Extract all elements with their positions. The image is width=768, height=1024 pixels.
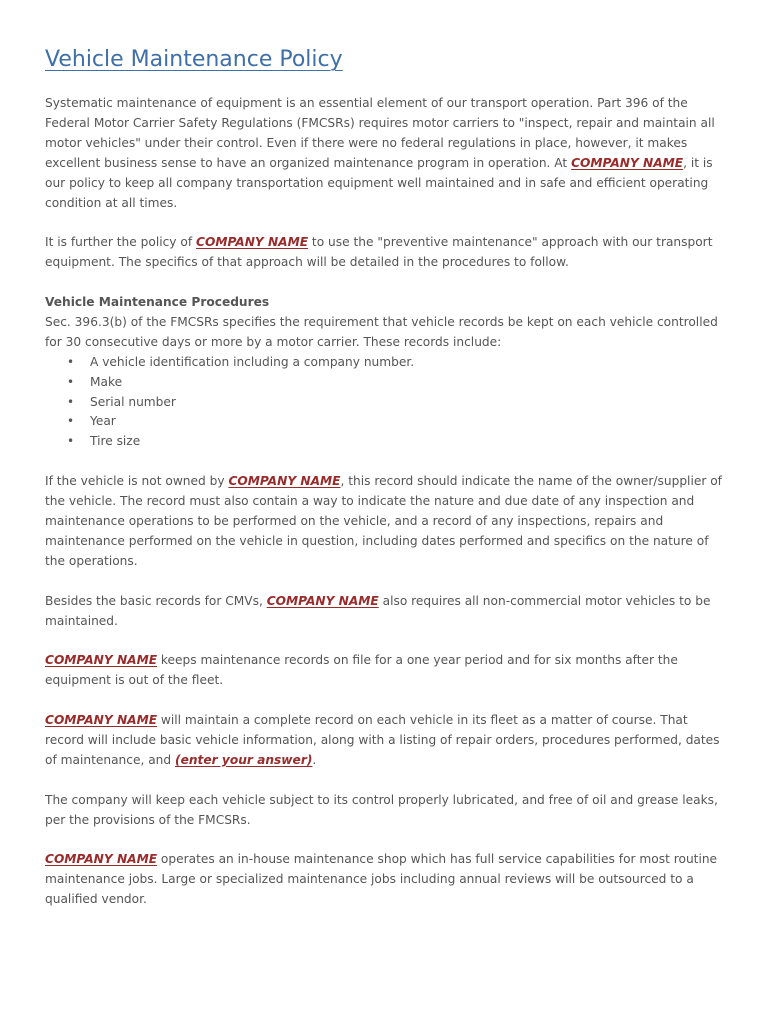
list-item: • Make <box>90 373 725 393</box>
company-name-placeholder: COMPANY NAME <box>228 474 341 489</box>
paragraph-retention: COMPANY NAME keeps maintenance records on file for a one year period and for six months after the equipment is out of the fleet. <box>45 653 678 688</box>
bullet-icon: • <box>67 374 75 389</box>
list-item: • Serial number <box>90 393 725 413</box>
list-item: • Year <box>90 412 725 432</box>
company-name-placeholder: COMPANY NAME <box>266 593 379 608</box>
section-heading: Vehicle Maintenance Procedures <box>45 295 270 310</box>
page-title: Vehicle Maintenance Policy <box>45 47 343 72</box>
paragraph-intro: Systematic maintenance of equipment is an essential element of our transport operation. Part 396 of the Federal Motor Carrier Safety Regulations (FMCSRs) requires motor carriers to "inspect, repair and maintain all motor vehicles" under their control. Even if there were no federal regulations in place, however, it makes excellent business sense to have an organized maintenance program in operation. At COMPANY NAME, it is our policy to keep all company transportation equipment well maintained and in safe and efficient operating condition at all times. <box>45 96 715 210</box>
list-item: • Tire size <box>90 432 725 452</box>
company-name-placeholder: COMPANY NAME <box>45 713 158 727</box>
answer-placeholder: (enter your answer) <box>175 752 313 767</box>
paragraph-lubrication: The company will keep each vehicle subject to its control properly lubricated, and free of oil and grease leaks, per the provisions of the FMCSRs. <box>45 792 718 827</box>
company-name-placeholder: COMPANY NAME <box>45 852 158 867</box>
list-item: • A vehicle identification including a company number. <box>90 353 725 373</box>
document-body <box>45 94 725 930</box>
bullet-icon: • <box>67 394 75 409</box>
records-list <box>45 353 725 453</box>
paragraph-ownership: If the vehicle is not owned by COMPANY NAME, this record should indicate the name of the owner/supplier of the vehicle. The record must also contain a way to indicate the nature and due date of any inspection and maintenance operations to be performed on the vehicle, and a record of any inspections, repairs and maintenance performed on the vehicle in question, including dates performed and specifics on the nature of the operations. <box>45 474 722 568</box>
bullet-icon: • <box>67 434 75 449</box>
bullet-icon: • <box>67 414 75 429</box>
company-name-placeholder: COMPANY NAME <box>196 235 309 250</box>
paragraph-shop: COMPANY NAME operates an in-house maintenance shop which has full service capabilities for most routine maintenance jobs. Large or specialized maintenance jobs including annual reviews will be outsourced to a qualified vendor. <box>45 852 718 907</box>
paragraph-policy: It is further the policy of COMPANY NAME to use the "preventive maintenance" approach with our transport equipment. The specifics of that approach will be detailed in the procedures to follow. <box>45 235 713 270</box>
company-name-placeholder: COMPANY NAME <box>571 155 684 170</box>
paragraph-records: COMPANY NAME will maintain a complete record on each vehicle in its fleet as a matter of course. That record will include basic vehicle information, along with a listing of repair orders, procedures performed, dates of maintenance, and (enter your answer). <box>45 713 720 767</box>
company-name-placeholder: COMPANY NAME <box>45 653 158 668</box>
paragraph-procedures-intro: Sec. 396.3(b) of the FMCSRs specifies the requirement that vehicle records be kept on each vehicle controlled for 30 consecutive days or more by a motor carrier. These records include: <box>45 314 718 349</box>
paragraph-non-commercial: Besides the basic records for CMVs, COMPANY NAME also requires all non-commercial motor vehicles to be maintained. <box>45 593 711 628</box>
bullet-icon: • <box>67 354 75 369</box>
